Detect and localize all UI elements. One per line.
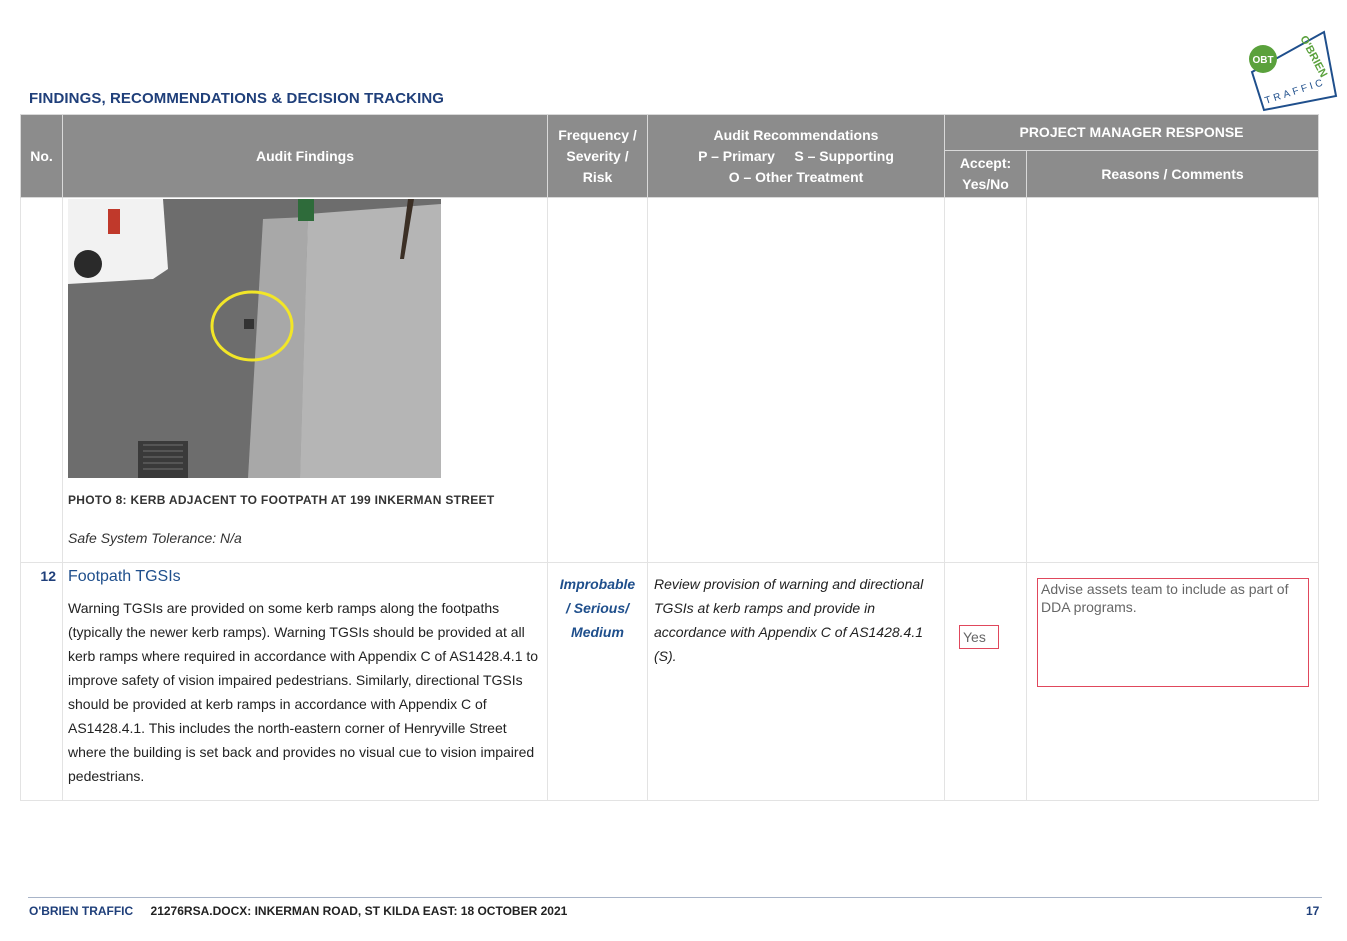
header-frequency: Frequency / Severity / Risk <box>548 115 648 198</box>
svg-text:TRAFFIC: TRAFFIC <box>1263 76 1328 107</box>
finding-number: 12 <box>21 563 63 801</box>
accept-field[interactable]: Yes <box>959 625 999 649</box>
photo-row-findings-cell <box>63 198 548 563</box>
photo-row <box>21 198 1319 563</box>
footer <box>29 904 567 918</box>
findings-table <box>20 114 1319 801</box>
page-number: 17 <box>1306 904 1320 918</box>
recommendation-text: Review provision of warning and directional TGSIs at kerb ramps and provide in accordance with Appendix C of AS1428.4.1 (S). <box>648 563 945 801</box>
photo-row-accept-cell <box>945 198 1027 563</box>
photo-row-comment-cell <box>1027 198 1319 563</box>
finding-cell <box>63 563 548 801</box>
header-reasons: Reasons / Comments <box>1027 151 1319 198</box>
footer-document-info: 21276RSA.DOCX: INKERMAN ROAD, ST KILDA EAST: 18 OCTOBER 2021 <box>150 904 568 918</box>
header-audit-findings: Audit Findings <box>63 115 548 198</box>
photo-caption: PHOTO 8: KERB ADJACENT TO FOOTPATH AT 199 INKERMAN STREET <box>68 493 495 507</box>
photo-row-no-cell <box>21 198 63 563</box>
photo-row-severity-cell <box>548 198 648 563</box>
finding-row <box>21 563 1319 801</box>
footer-brand: O'BRIEN TRAFFIC <box>29 904 134 918</box>
comment-field[interactable]: Advise assets team to include as part of DDA programs. <box>1037 578 1309 687</box>
accept-cell <box>945 563 1027 801</box>
photo-row-recommendation-cell <box>648 198 945 563</box>
header-pm-response: PROJECT MANAGER RESPONSE <box>945 115 1319 151</box>
finding-body: Warning TGSIs are provided on some kerb ramps along the footpaths (typically the newer kerb ramps). Warning TGSIs should be provided at all kerb ramps where required in accordance with Appendix C of AS1428.4.1 to improve safety of vision impaired pedestrians. Similarly, directional TGSIs should be provided at kerb ramps in accordance with Appendix C of AS1428.4.1. This includes the north-eastern corner of Henryville Street where the building is set back and provides no visual cue to vision impaired pedestrians. <box>68 600 539 784</box>
svg-text:O'BRIEN: O'BRIEN <box>1297 33 1330 80</box>
severity-rating: Improbable / Serious/ Medium <box>548 563 648 801</box>
obrien-traffic-logo <box>1244 24 1340 112</box>
svg-text:OBT: OBT <box>1252 55 1274 66</box>
kerb-photo <box>68 199 441 478</box>
header-no: No. <box>21 115 63 198</box>
finding-title: Footpath TGSIs <box>68 568 181 585</box>
header-accept: Accept: Yes/No <box>945 151 1027 198</box>
section-title: FINDINGS, RECOMMENDATIONS & DECISION TRACKING <box>29 90 445 107</box>
footer-divider <box>28 897 1322 898</box>
comment-cell <box>1027 563 1319 801</box>
safe-system-tolerance: Safe System Tolerance: N/a <box>68 530 242 546</box>
header-audit-recommendations: Audit Recommendations P – Primary S – Supporting O – Other Treatment <box>648 115 945 198</box>
